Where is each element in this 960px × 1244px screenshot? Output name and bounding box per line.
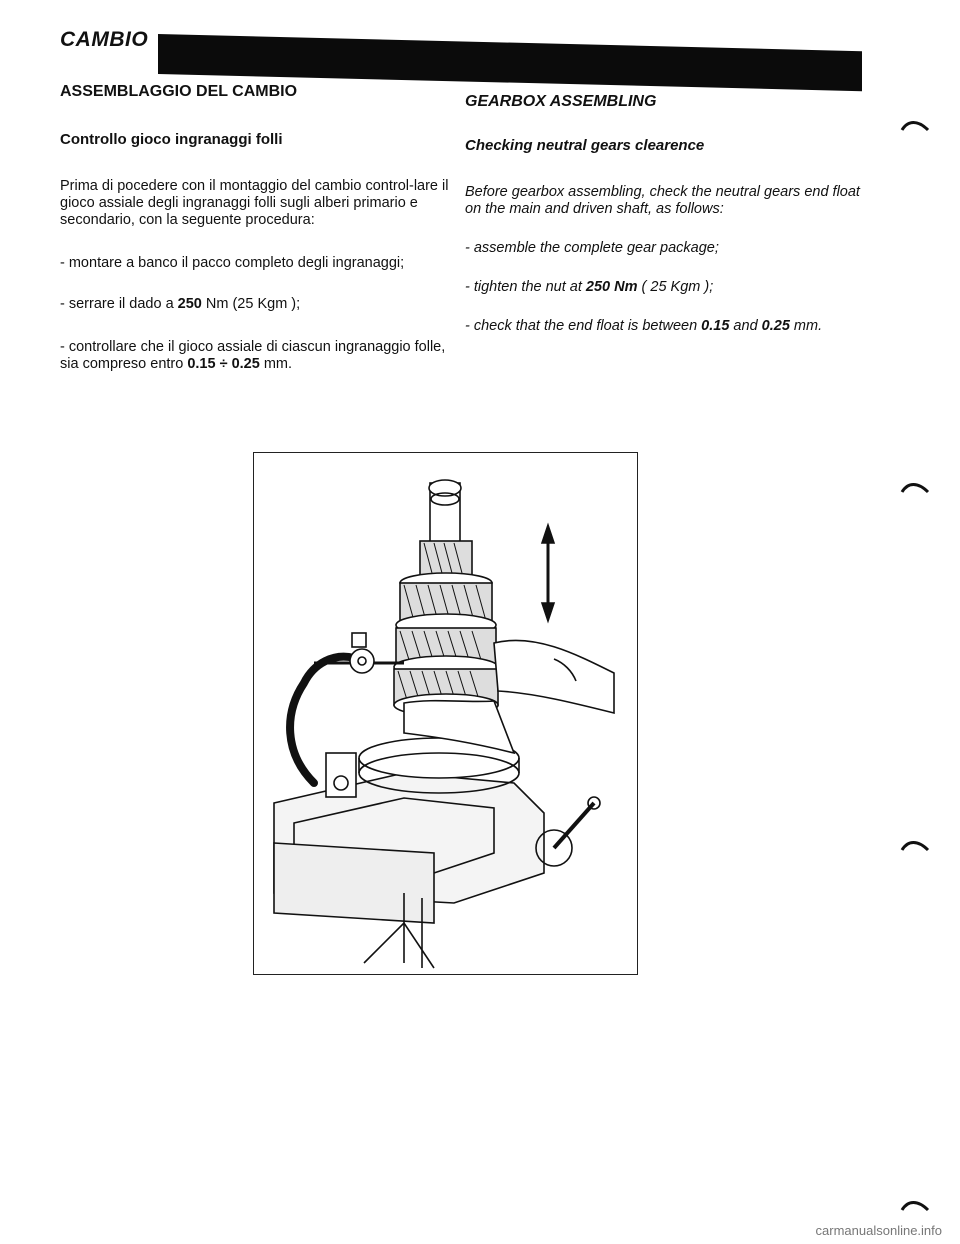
figure-frame: [253, 452, 638, 975]
step-text: Nm (25 Kgm );: [201, 296, 301, 312]
italian-intro: Prima di pocedere con il montaggio del cambio control-lare il gioco assiale degli ingranaggi folli sugli alberi primario e secondario, con la seguente procedura:: [60, 178, 449, 228]
english-step-3: [465, 318, 865, 335]
italian-subheading: Controllo gioco ingranaggi folli: [60, 131, 283, 148]
torque-value: 250 Nm: [585, 279, 638, 295]
step-text: mm.: [789, 318, 823, 334]
section-title: CAMBIO: [60, 28, 149, 51]
step-text: ( 25 Kgm );: [637, 279, 714, 295]
step-text: - tighten the nut at: [465, 279, 586, 295]
italian-step-3: [60, 339, 460, 373]
margin-mark-icon: [900, 1198, 930, 1214]
margin-mark-icon: [900, 118, 930, 134]
italian-step-2: [60, 296, 460, 313]
footer-watermark: carmanualsonline.info: [815, 1223, 942, 1238]
step-text: - check that the end float is between: [465, 318, 702, 334]
margin-mark-icon: [900, 838, 930, 854]
italian-column: [60, 82, 460, 373]
english-intro: Before gearbox assembling, check the neutral gears end float on the main and driven shaft, as follows:: [465, 184, 860, 217]
english-subheading: Checking neutral gears clearence: [465, 137, 705, 154]
float-max: 0.25: [761, 318, 790, 334]
step-text: and: [729, 318, 762, 334]
english-step-2: [465, 279, 865, 296]
english-heading: GEARBOX ASSEMBLING: [465, 93, 657, 110]
float-range: 0.15 ÷ 0.25: [187, 356, 260, 372]
english-column: [465, 82, 865, 335]
italian-step-1: - montare a banco il pacco completo degli ingranaggi;: [60, 255, 405, 271]
step-text: - serrare il dado a: [60, 296, 178, 312]
english-step-1: - assemble the complete gear package;: [465, 240, 719, 256]
torque-value: 250: [177, 296, 202, 312]
float-min: 0.15: [701, 318, 730, 334]
step-text: mm.: [259, 356, 293, 372]
italian-heading: ASSEMBLAGGIO DEL CAMBIO: [60, 83, 298, 100]
gearbox-assembly-illustration-icon: [254, 453, 637, 974]
step-text: - controllare che il gioco assiale di ciascun ingranaggio folle, sia compreso entro: [60, 339, 446, 372]
margin-mark-icon: [900, 480, 930, 496]
